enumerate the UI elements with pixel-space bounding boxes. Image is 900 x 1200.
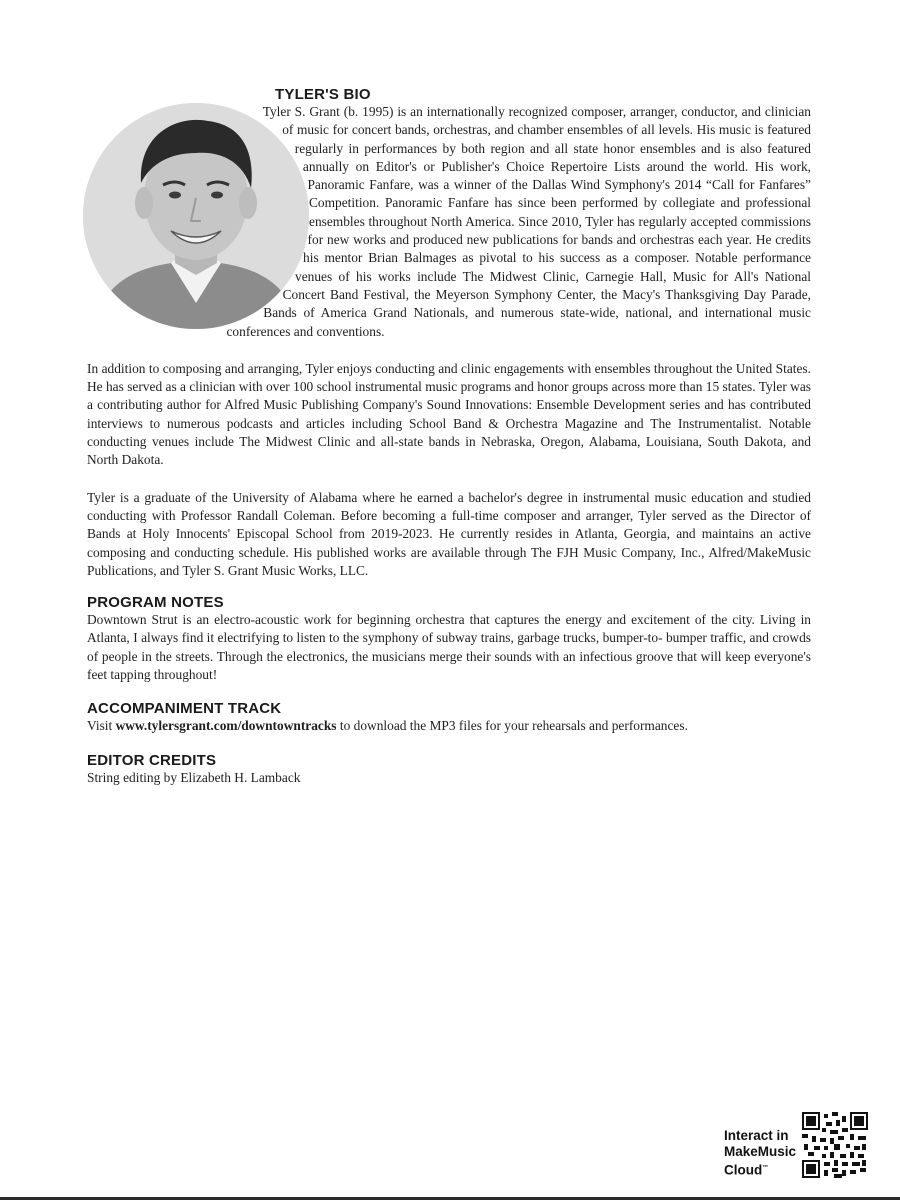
spacer bbox=[87, 341, 811, 360]
badge-line-1: Interact in bbox=[723, 1127, 789, 1143]
spacer bbox=[87, 580, 811, 594]
makemusic-cloud-badge[interactable] bbox=[724, 1112, 868, 1178]
makemusic-cloud-label bbox=[724, 1128, 796, 1179]
bio-heading: TYLER'S BIO bbox=[275, 86, 371, 103]
spacer bbox=[87, 470, 811, 489]
accompaniment-text bbox=[87, 717, 811, 735]
accompaniment-heading: ACCOMPANIMENT TRACK bbox=[87, 700, 282, 718]
document-page bbox=[87, 86, 811, 787]
bio-paragraph-3: Tyler is a graduate of the University of Alabama where he earned a bachelor's degree in instrumental music education and studied conducting with Professor Randall Coleman. Before becoming a full-time composer and arranger, Tyler served as the Director of Bands at Holy Innocents' Episcopal School from 2019-2023. He currently resides in Atlanta, Georgia, and maintains an active composing and conducting schedule. His published works are available through The FJH Music Company, Inc., Alfred/MakeMusic Publications, and Tyler S. Grant Music Works, LLC. bbox=[87, 489, 811, 578]
accompaniment-prefix: Visit bbox=[87, 718, 116, 734]
badge-line-2: MakeMusic bbox=[723, 1143, 796, 1159]
download-link[interactable]: www.tylersgrant.com/downtowntracks bbox=[115, 718, 337, 734]
program-notes-heading: PROGRAM NOTES bbox=[87, 594, 224, 612]
spacer bbox=[87, 684, 811, 700]
trademark-symbol: ™ bbox=[762, 1164, 769, 1171]
accompaniment-suffix: to download the MP3 files for your rehearsals and performances. bbox=[336, 718, 688, 734]
badge-line-3: Cloud™ bbox=[723, 1162, 769, 1177]
bio-paragraph-1: Tyler S. Grant (b. 1995) is an internationally recognized composer, arranger, conductor, and clinician of music for concert bands, orchestras, and chamber ensembles of all levels. His music is featured regularly in performances by both region and all state honor ensembles and is also featured annually on Editor's or Publisher's Choice Repertoire Lists around the world. His work, Panoramic Fanfare, was a winner of the Dallas Wind Symphony's 2014 “Call for Fanfares” Competition. Panoramic Fanfare has since been performed by collegiate and professional ensembles throughout North America. Since 2010, Tyler has regularly accepted commissions for new works and produced new publications for bands and orchestras each year. He credits his mentor Brian Balmages as pivotal to his success as a composer. Notable performance venues of his works include The Midwest Clinic, Carnegie Hall, Music for All's National Concert Band Festival, the Meyerson Symphony Center, the Macy's Thanksgiving Day Parade, Bands of America Grand Nationals, and numerous state-wide, national, and international music conferences and conventions. bbox=[226, 104, 811, 339]
program-notes-text: Downtown Strut is an electro-acoustic work for beginning orchestra that captures the energy and excitement of the city. Living in Atlanta, I always find it electrifying to listen to the symphony of subway trains, garbage trucks, bumper-to- bumper traffic, and crowds of people in the streets. Through the electronics, the musicians merge their sounds with an infectious groove that will keep everyone's feet tapping throughout! bbox=[87, 612, 811, 683]
spacer bbox=[87, 736, 811, 752]
bio-section bbox=[87, 103, 811, 341]
editor-credits-text: String editing by Elizabeth H. Lamback bbox=[87, 769, 301, 785]
composer-portrait bbox=[83, 103, 309, 329]
bio-paragraph-2: In addition to composing and arranging, Tyler enjoys conducting and clinic engagements with ensembles throughout the United States. He has served as a clinician with over 100 school instrumental music programs and honor groups across more than 15 states. Tyler was a contributing author for Alfred Music Publishing Company's Sound Innovations: Ensemble Development series and has contributed interviews to numerous podcasts and articles including School Band & Orchestra Magazine and The Instrumentalist. Notable conducting venues include The Midwest Clinic and all-state bands in Nebraska, Oregon, Alabama, Louisiana, South Dakota, and North Dakota. bbox=[87, 360, 811, 468]
qr-code-icon[interactable] bbox=[802, 1112, 868, 1178]
editor-credits-heading: EDITOR CREDITS bbox=[87, 751, 217, 769]
